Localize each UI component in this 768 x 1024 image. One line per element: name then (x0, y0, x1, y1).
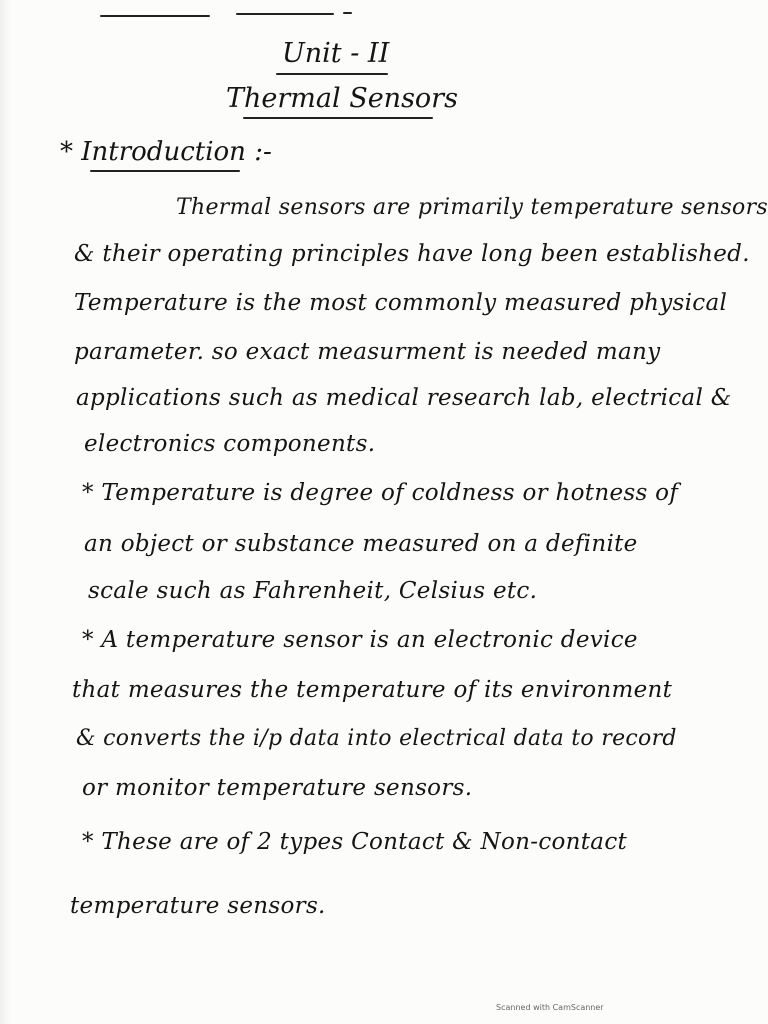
body-line: & their operating principles have long been established. (74, 241, 750, 267)
top-dash-2 (236, 13, 334, 15)
scanner-watermark: Scanned with CamScanner (496, 1003, 604, 1012)
body-line: * These are of 2 types Contact & Non-contact (82, 829, 628, 855)
chapter-title: Thermal Sensors (226, 83, 458, 114)
chapter-title-underline (243, 117, 433, 119)
body-line: parameter. so exact measurment is needed many (74, 339, 661, 365)
body-line: Thermal sensors are primarily temperature sensors (176, 195, 768, 220)
body-line: applications such as medical research lab, electrical & (76, 385, 732, 411)
unit-title: Unit - II (282, 38, 390, 69)
body-line: scale such as Fahrenheit, Celsius etc. (88, 578, 538, 604)
top-dash-3 (343, 12, 352, 14)
body-line: temperature sensors. (70, 893, 326, 919)
body-line: & converts the i/p data into electrical data to record (76, 726, 677, 751)
body-line: * A temperature sensor is an electronic device (82, 627, 638, 653)
body-line: electronics components. (84, 431, 376, 457)
body-line: an object or substance measured on a definite (84, 531, 638, 557)
body-line: Temperature is the most commonly measured physical (74, 290, 728, 316)
unit-title-underline (276, 73, 388, 75)
top-dash-1 (100, 15, 210, 17)
page-edge-shadow (0, 0, 10, 1024)
body-line: * Temperature is degree of coldness or hotness of (82, 480, 679, 506)
body-line: or monitor temperature sensors. (82, 775, 473, 801)
body-line: that measures the temperature of its environment (72, 677, 673, 703)
section-heading-underline (90, 170, 240, 172)
section-heading: * Introduction :- (60, 137, 272, 167)
